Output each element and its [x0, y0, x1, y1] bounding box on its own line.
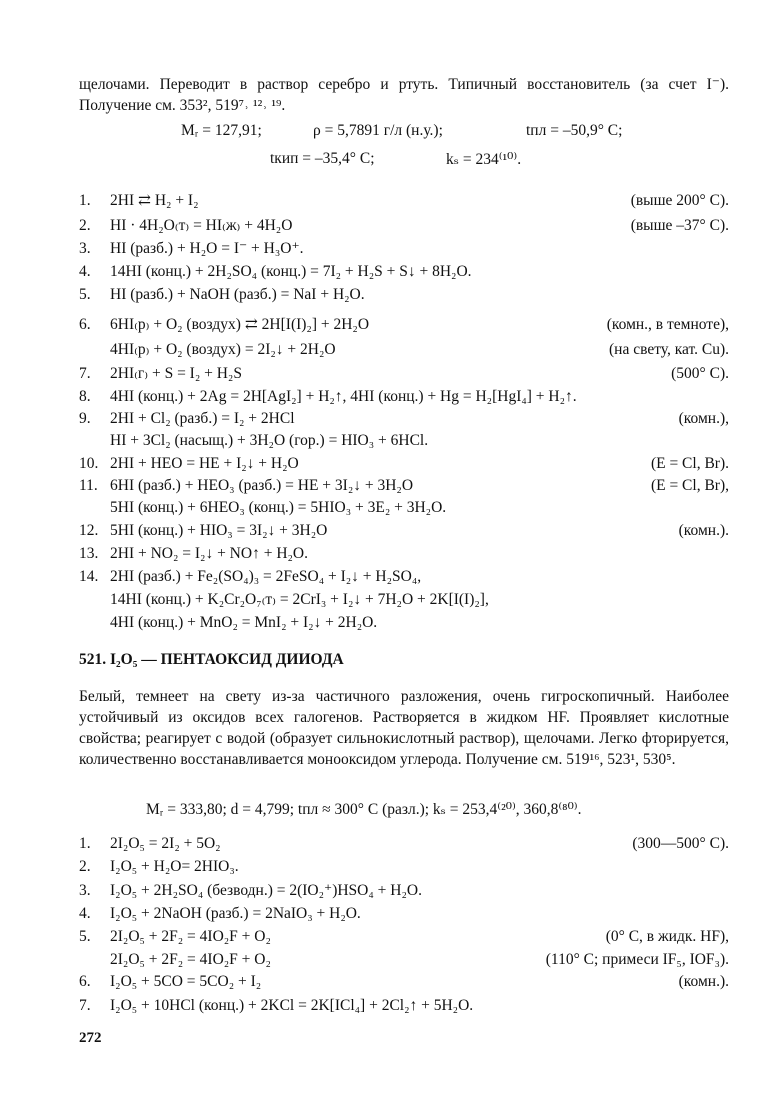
section-heading: 521. I₂O₅ — ПЕНТАОКСИД ДИИОДА — [79, 651, 344, 668]
reaction-number: 2. — [79, 217, 91, 234]
reaction-equation: I₂O₅ + 2NaOH (разб.) = 2NaIO₃ + H₂O. — [110, 905, 361, 922]
hi-density: ρ = 5,7891 г/л (н.у.); — [313, 122, 443, 139]
reaction-number: 4. — [79, 263, 91, 280]
reaction-number: 5. — [79, 928, 91, 945]
reaction-condition: (комн.). — [678, 973, 729, 990]
reaction-equation: 2HI + Cl₂ (разб.) = I₂ + 2HCl — [110, 410, 295, 427]
reaction-number: 6. — [79, 316, 91, 333]
reaction-number: 1. — [79, 835, 91, 852]
reaction-number: 5. — [79, 286, 91, 303]
reaction-condition: (E = Cl, Br). — [650, 455, 729, 472]
hi-solubility: kₛ = 234⁽¹⁰⁾. — [446, 151, 522, 168]
reaction-condition: (комн.). — [678, 522, 729, 539]
reaction-equation: 2HI + HEO = HE + I₂↓ + H₂O — [110, 455, 299, 472]
intro-paragraph: щелочами. Переводит в раствор серебро и ртуть. Типичный восстановитель (за счет I⁻). Получение см. 353², 519⁷˒ ¹²˒ ¹⁹. — [79, 76, 729, 114]
reaction-equation: 4HI (конц.) + 2Ag = 2H[AgI₂] + H₂↑, 4HI (конц.) + Hg = H₂[HgI₄] + H₂↑. — [110, 388, 577, 405]
reaction-equation: HI · 4H₂O₍т₎ = HI₍ж₎ + 4H₂O — [110, 217, 293, 234]
reaction-row — [79, 903, 729, 925]
reaction-number: 9. — [79, 410, 91, 427]
i2o5-constants-line: Mᵣ = 333,80; d = 4,799; tпл ≈ 300° С (разл.); kₛ = 253,4⁽²⁰⁾, 360,8⁽⁸⁰⁾. — [146, 801, 582, 818]
reaction-row — [79, 949, 729, 971]
reaction-equation: I₂O₅ + 10HCl (конц.) + 2KCl = 2K[ICl₄] + 2Cl₂↑ + 5H₂O. — [110, 997, 474, 1014]
reaction-row — [79, 880, 729, 902]
reaction-equation: 6HI (разб.) + HEO₃ (разб.) = HE + 3I₂↓ + 3H₂O — [110, 477, 414, 494]
reaction-row — [79, 453, 729, 475]
reaction-row — [79, 926, 729, 948]
hi-boiling-point: tкип = –35,4° С; — [270, 150, 375, 167]
reaction-equation: I₂O₅ + 2H₂SO₄ (безводн.) = 2(IO₂⁺)HSO₄ + H₂O. — [110, 882, 422, 899]
reaction-condition: (комн., в темноте), — [606, 316, 729, 333]
hi-molar-mass: Mᵣ = 127,91; — [181, 122, 262, 139]
reaction-row — [79, 971, 729, 993]
reaction-row — [79, 497, 729, 519]
reaction-row — [79, 833, 729, 855]
reaction-condition: (комн.), — [678, 410, 729, 427]
reaction-number: 3. — [79, 882, 91, 899]
reaction-row — [79, 430, 729, 452]
reaction-equation: 14HI (конц.) + K₂Cr₂O₇₍т₎ = 2CrI₃ + I₂↓ + 7H₂O + 2K[I(I)₂], — [110, 591, 489, 608]
reaction-row — [79, 386, 729, 408]
reaction-equation: 5HI (конц.) + HIO₃ = 3I₂↓ + 3H₂O — [110, 522, 328, 539]
reaction-row — [79, 475, 729, 497]
reaction-equation: HI + 3Cl₂ (насыщ.) + 3H₂O (гор.) = HIO₃ + 6HCl. — [110, 432, 429, 449]
reaction-equation: I₂O₅ + H₂O= 2HIO₃. — [110, 858, 239, 875]
reaction-equation: 2HI (разб.) + Fe₂(SO₄)₃ = 2FeSO₄ + I₂↓ + H₂SO₄, — [110, 568, 422, 585]
reaction-number: 4. — [79, 905, 91, 922]
reaction-equation: HI (разб.) + NaOH (разб.) = NaI + H₂O. — [110, 286, 365, 303]
description-paragraph: Белый, темнеет на свету из-за частичного разложения, очень гигроскопичный. Наиболее устойчивый из оксидов всех галогенов. Растворяется в жидком HF. Проявляет кислотные свойства; реагирует с водой (образует сильнокислотный раствор), щелочами. Легко фторируется, количественно восстанавливается монооксидом углерода. Получение см. 519¹⁶, 523¹, 530⁵. — [79, 688, 729, 768]
reaction-equation: 2HI ⇄ H₂ + I₂ — [110, 192, 199, 209]
reaction-condition: (выше 200° С). — [630, 192, 729, 209]
reaction-number: 13. — [79, 545, 99, 562]
reaction-row — [79, 520, 729, 542]
reaction-row — [79, 856, 729, 878]
reaction-equation: 6HI₍р₎ + O₂ (воздух) ⇄ 2H[I(I)₂] + 2H₂O — [110, 316, 370, 333]
reaction-condition: (500° С). — [671, 365, 729, 382]
reaction-row — [79, 543, 729, 565]
reaction-row — [79, 190, 729, 212]
reaction-row — [79, 612, 729, 634]
reaction-equation: 4HI₍р₎ + O₂ (воздух) = 2I₂↓ + 2H₂O — [110, 341, 336, 358]
reaction-number: 11. — [79, 477, 98, 494]
reaction-equation: 5HI (конц.) + 6HEO₃ (конц.) = 5HIO₃ + 3E₂ + 3H₂O. — [110, 499, 447, 516]
reaction-condition: (выше –37° С). — [630, 217, 729, 234]
reaction-equation: 2I₂O₅ + 2F₂ = 4IO₂F + O₂ — [110, 928, 271, 945]
reaction-equation: 2I₂O₅ + 2F₂ = 4IO₂F + O₂ — [110, 951, 271, 968]
reaction-number: 7. — [79, 365, 91, 382]
reaction-condition: (110° С; примеси IF₅, IOF₃). — [545, 951, 729, 968]
reaction-row — [79, 589, 729, 611]
reaction-equation: 2I₂O₅ = 2I₂ + 5O₂ — [110, 835, 221, 852]
reaction-condition: (E = Cl, Br), — [650, 477, 729, 494]
reaction-condition: (на свету, кат. Cu). — [609, 341, 729, 358]
reaction-number: 10. — [79, 455, 99, 472]
reaction-number: 12. — [79, 522, 99, 539]
reaction-row — [79, 408, 729, 430]
reaction-equation: HI (разб.) + H₂O = I⁻ + H₃O⁺. — [110, 240, 304, 257]
reaction-number: 8. — [79, 388, 91, 405]
reaction-number: 3. — [79, 240, 91, 257]
reaction-equation: 2HI₍г₎ + S = I₂ + H₂S — [110, 365, 242, 382]
reaction-row — [79, 284, 729, 306]
reaction-equation: 4HI (конц.) + MnO₂ = MnI₂ + I₂↓ + 2H₂O. — [110, 614, 378, 631]
reaction-number: 14. — [79, 568, 99, 585]
page-number: 272 — [79, 1030, 102, 1046]
reaction-number: 2. — [79, 858, 91, 875]
reaction-number: 6. — [79, 973, 91, 990]
reaction-row — [79, 215, 729, 237]
reaction-equation: 2HI + NO₂ = I₂↓ + NO↑ + H₂O. — [110, 545, 308, 562]
reaction-row — [79, 363, 729, 385]
reaction-number: 7. — [79, 997, 91, 1014]
reaction-row — [79, 238, 729, 260]
reaction-row — [79, 261, 729, 283]
reaction-number: 1. — [79, 192, 91, 209]
reaction-condition: (0° С, в жидк. HF), — [605, 928, 729, 945]
reaction-equation: I₂O₅ + 5CO = 5CO₂ + I₂ — [110, 973, 262, 990]
reaction-condition: (300—500° С). — [632, 835, 729, 852]
reaction-row — [79, 339, 729, 361]
hi-melting-point: tпл = –50,9° С; — [526, 122, 623, 139]
reaction-row — [79, 995, 729, 1017]
reaction-row — [79, 566, 729, 588]
reaction-row — [79, 314, 729, 336]
reaction-equation: 14HI (конц.) + 2H₂SO₄ (конц.) = 7I₂ + H₂S + S↓ + 8H₂O. — [110, 263, 472, 280]
